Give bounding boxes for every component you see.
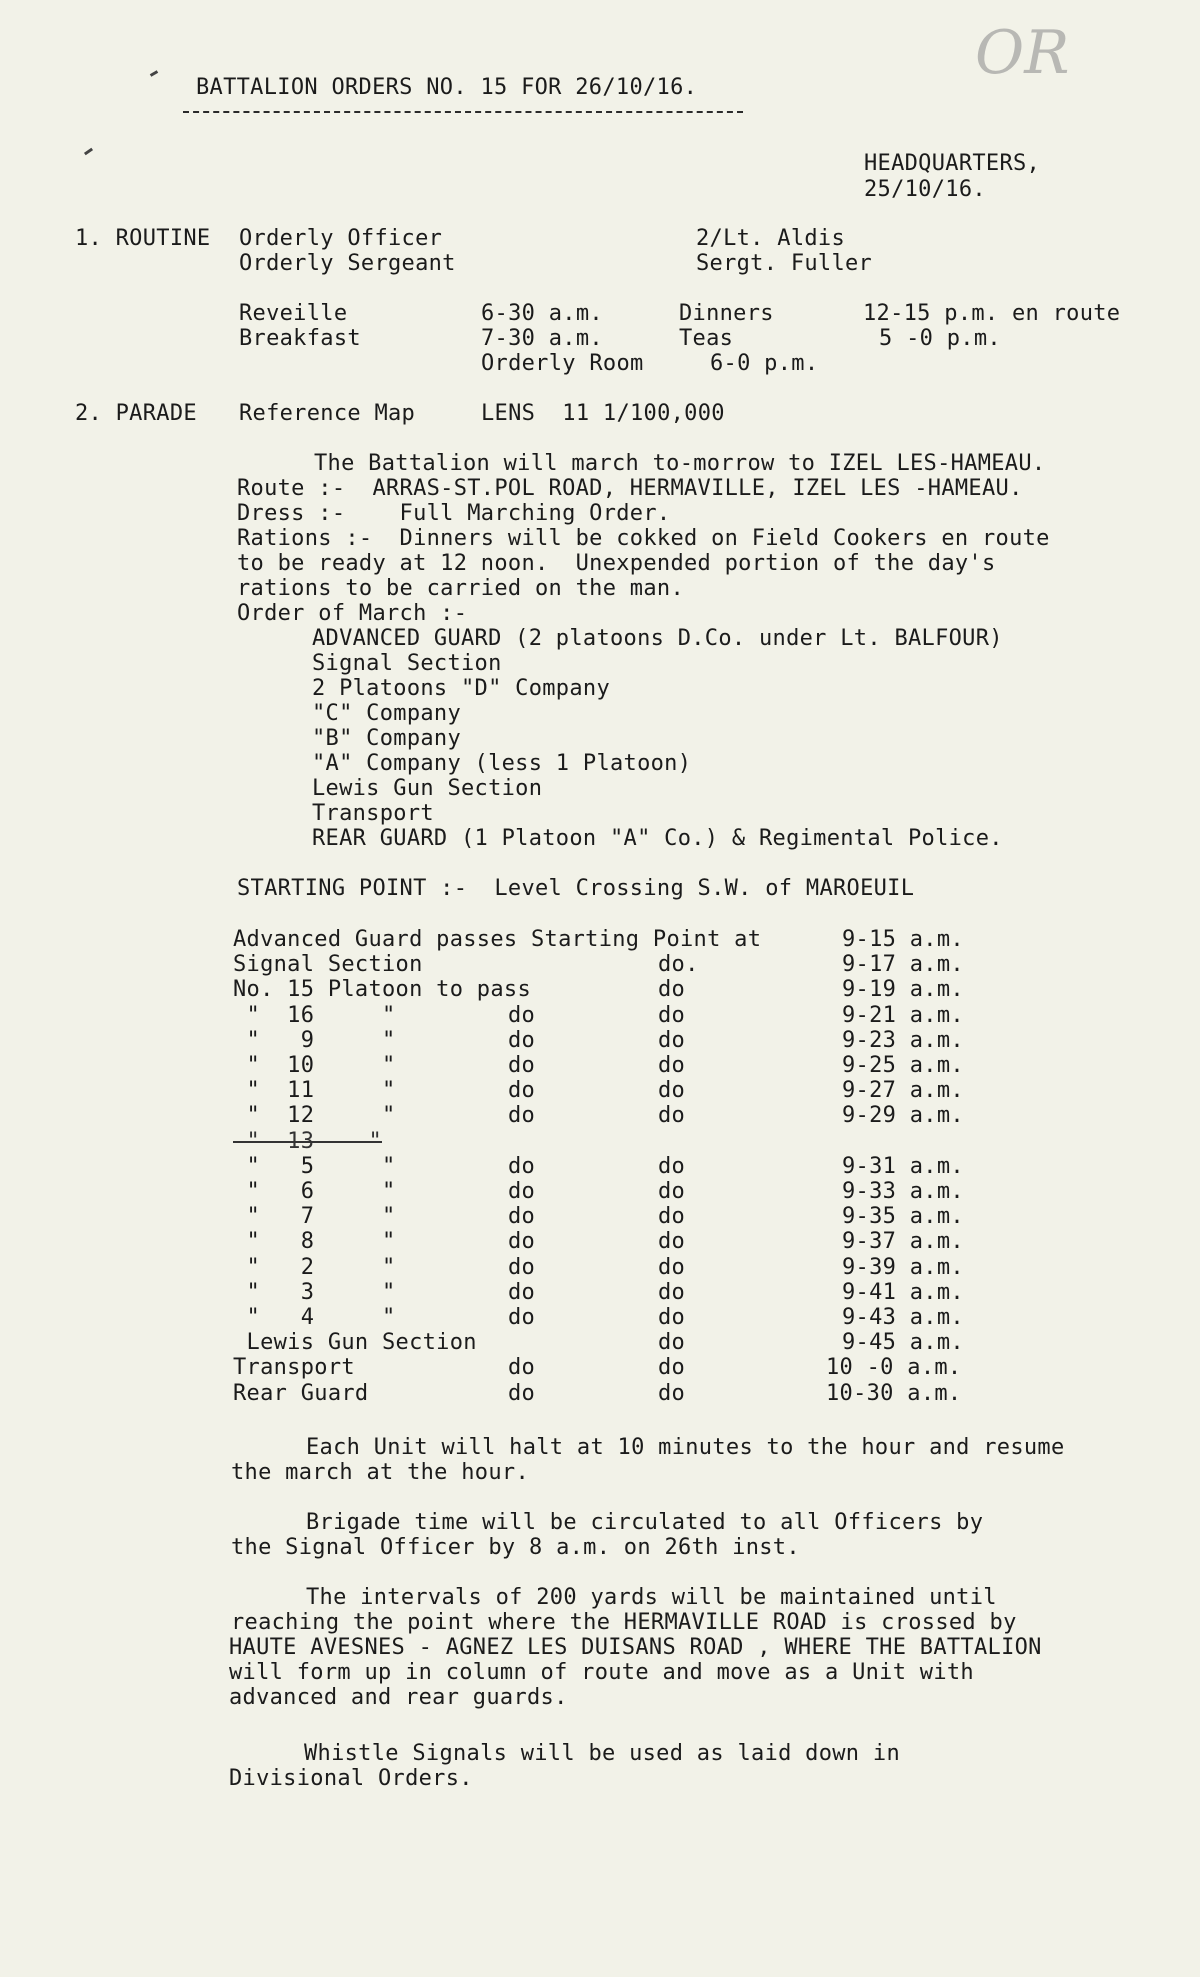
schedule-cell-c3: do xyxy=(658,1154,686,1179)
schedule-cell-c1: " 6 " xyxy=(233,1179,396,1204)
section-routine-heading: 1. ROUTINE xyxy=(75,226,211,251)
schedule-cell-c2: do xyxy=(508,1103,536,1128)
rations-line-3: rations to be carried on the man. xyxy=(237,576,684,601)
schedule-cell-c3: do. xyxy=(658,952,699,977)
orderly-room-label: Orderly Room xyxy=(481,351,644,376)
dinners-time: 12-15 p.m. en route xyxy=(863,301,1121,326)
rations-line-2: to be ready at 12 noon. Unexpended portion of the day's xyxy=(237,551,996,576)
march-item: ADVANCED GUARD (2 platoons D.Co. under Lt. BALFOUR) xyxy=(312,626,1003,651)
schedule-cell-c3: do xyxy=(658,1330,686,1355)
schedule-cell-c2: do xyxy=(508,1280,536,1305)
march-item: "C" Company xyxy=(312,701,461,726)
schedule-cell-c3: do xyxy=(658,1255,686,1280)
intervals-para-line-5: advanced and rear guards. xyxy=(229,1685,568,1710)
intervals-para-line-1: The intervals of 200 yards will be maintained until xyxy=(306,1585,997,1610)
brigade-para-line-1: Brigade time will be circulated to all Officers by xyxy=(306,1510,984,1535)
schedule-cell-c4: 9-19 a.m. xyxy=(842,977,964,1002)
schedule-cell-c4: 9-31 a.m. xyxy=(842,1154,964,1179)
reference-map-value: LENS 11 1/100,000 xyxy=(481,401,725,426)
schedule-cell-c1: " 3 " xyxy=(233,1280,396,1305)
halt-para-line-2: the march at the hour. xyxy=(231,1460,529,1485)
schedule-cell-c3: do xyxy=(658,1381,686,1406)
schedule-cell-c1: Lewis Gun Section xyxy=(233,1330,477,1355)
march-item: REAR GUARD (1 Platoon "A" Co.) & Regimental Police. xyxy=(312,826,1003,851)
reveille-label: Reveille xyxy=(239,301,348,326)
schedule-cell-c1: " 7 " xyxy=(233,1204,396,1229)
march-item: Signal Section xyxy=(312,651,502,676)
dress-line: Dress :- Full Marching Order. xyxy=(237,501,671,526)
whistle-para-line-2: Divisional Orders. xyxy=(229,1766,473,1791)
reveille-time: 6-30 a.m. xyxy=(481,301,603,326)
teas-time: 5 -0 p.m. xyxy=(879,326,1001,351)
schedule-cell-c4: 9-33 a.m. xyxy=(842,1179,964,1204)
schedule-cell-c4: 9-25 a.m. xyxy=(842,1053,964,1078)
schedule-cell-c3: do xyxy=(658,1003,686,1028)
pencil-mark: OR xyxy=(975,18,1070,88)
schedule-cell-c3: do xyxy=(658,1179,686,1204)
schedule-cell-c4: 9-27 a.m. xyxy=(842,1078,964,1103)
schedule-cell-c4: 9-15 a.m. xyxy=(842,927,964,952)
schedule-cell-c1: " 10 " xyxy=(233,1053,396,1078)
schedule-cell-c1: " 4 " xyxy=(233,1305,396,1330)
schedule-cell-c1: Signal Section xyxy=(233,952,423,977)
schedule-cell-c2: do xyxy=(508,1255,536,1280)
schedule-cell-c4: 9-39 a.m. xyxy=(842,1255,964,1280)
schedule-cell-c2: do xyxy=(508,1154,536,1179)
schedule-cell-c1: No. 15 Platoon to pass xyxy=(233,977,531,1002)
orderly-officer-name: 2/Lt. Aldis xyxy=(696,226,845,251)
intervals-para-line-4: will form up in column of route and move as a Unit with xyxy=(229,1660,974,1685)
intervals-para-line-3: HAUTE AVESNES - AGNEZ LES DUISANS ROAD , WHERE THE BATTALION xyxy=(229,1635,1042,1660)
starting-point: STARTING POINT :- Level Crossing S.W. of MAROEUIL xyxy=(237,876,915,901)
orderly-sergeant-name: Sergt. Fuller xyxy=(696,251,873,276)
schedule-cell-c3: do xyxy=(658,1355,686,1380)
schedule-cell-c2: do xyxy=(508,1305,536,1330)
tick-mark xyxy=(84,148,93,156)
schedule-cell-c1: " 2 " xyxy=(233,1255,396,1280)
breakfast-time: 7-30 a.m. xyxy=(481,326,603,351)
schedule-cell-c1: " 16 " xyxy=(233,1003,396,1028)
schedule-cell-c3: do xyxy=(658,977,686,1002)
schedule-cell-c2: do xyxy=(508,1028,536,1053)
schedule-cell-c1: Transport xyxy=(233,1355,355,1380)
march-item: "B" Company xyxy=(312,726,461,751)
intervals-para-line-2: reaching the point where the HERMAVILLE ROAD is crossed by xyxy=(231,1610,1017,1635)
breakfast-label: Breakfast xyxy=(239,326,361,351)
schedule-cell-c4: 9-23 a.m. xyxy=(842,1028,964,1053)
schedule-cell-c3: do xyxy=(658,1078,686,1103)
halt-para-line-1: Each Unit will halt at 10 minutes to the hour and resume xyxy=(306,1435,1065,1460)
schedule-cell-c3: do xyxy=(658,1204,686,1229)
orderly-room-time: 6-0 p.m. xyxy=(710,351,819,376)
whistle-para-line-1: Whistle Signals will be used as laid down in xyxy=(304,1741,900,1766)
orderly-sergeant-label: Orderly Sergeant xyxy=(239,251,456,276)
march-item: "A" Company (less 1 Platoon) xyxy=(312,751,692,776)
schedule-cell-c4: 10 -0 a.m. xyxy=(826,1355,962,1380)
schedule-cell-c3: do xyxy=(658,1280,686,1305)
orderly-officer-label: Orderly Officer xyxy=(239,226,443,251)
order-of-march-heading: Order of March :- xyxy=(237,601,468,626)
schedule-cell-c1: "--13----" xyxy=(233,1129,382,1154)
schedule-cell-c2: do xyxy=(508,1355,536,1380)
schedule-cell-c2: do xyxy=(508,1229,536,1254)
schedule-cell-c1: Rear Guard xyxy=(233,1381,369,1406)
schedule-cell-c2: do xyxy=(508,1078,536,1103)
schedule-cell-c2: do xyxy=(508,1179,536,1204)
route-line: Route :- ARRAS-ST.POL ROAD, HERMAVILLE, IZEL LES -HAMEAU. xyxy=(237,476,1023,501)
schedule-cell-c4: 9-45 a.m. xyxy=(842,1330,964,1355)
headquarters-date: 25/10/16. xyxy=(864,177,986,202)
schedule-cell-c3: do xyxy=(658,1028,686,1053)
title-underline xyxy=(183,111,743,113)
march-item: Transport xyxy=(312,801,434,826)
tick-mark xyxy=(150,70,158,77)
headquarters-label: HEADQUARTERS, xyxy=(864,151,1041,176)
schedule-cell-c3: do xyxy=(658,1053,686,1078)
schedule-cell-c1: Advanced Guard passes Starting Point at xyxy=(233,927,762,952)
section-parade-heading: 2. PARADE xyxy=(75,401,197,426)
schedule-cell-c4: 9-37 a.m. xyxy=(842,1229,964,1254)
schedule-cell-c4: 9-21 a.m. xyxy=(842,1003,964,1028)
schedule-cell-c1: " 11 " xyxy=(233,1078,396,1103)
schedule-cell-c4: 9-43 a.m. xyxy=(842,1305,964,1330)
schedule-cell-c4: 10-30 a.m. xyxy=(826,1381,962,1406)
march-item: 2 Platoons "D" Company xyxy=(312,676,610,701)
schedule-cell-c2: do xyxy=(508,1381,536,1406)
schedule-cell-c2: do xyxy=(508,1053,536,1078)
schedule-cell-c3: do xyxy=(658,1229,686,1254)
dinners-label: Dinners xyxy=(679,301,774,326)
schedule-cell-c3: do xyxy=(658,1305,686,1330)
schedule-cell-c4: 9-41 a.m. xyxy=(842,1280,964,1305)
schedule-cell-c2: do xyxy=(508,1204,536,1229)
march-item: Lewis Gun Section xyxy=(312,776,543,801)
schedule-cell-c1: " 5 " xyxy=(233,1154,396,1179)
schedule-cell-c1: " 8 " xyxy=(233,1229,396,1254)
schedule-cell-c4: 9-17 a.m. xyxy=(842,952,964,977)
reference-map-label: Reference Map xyxy=(239,401,416,426)
rations-line-1: Rations :- Dinners will be cokked on Field Cookers en route xyxy=(237,526,1050,551)
schedule-cell-c4: 9-35 a.m. xyxy=(842,1204,964,1229)
schedule-cell-c2: do xyxy=(508,1003,536,1028)
schedule-cell-c1: " 9 " xyxy=(233,1028,396,1053)
schedule-cell-c3: do xyxy=(658,1103,686,1128)
brigade-para-line-2: the Signal Officer by 8 a.m. on 26th inst. xyxy=(231,1535,800,1560)
march-destination: The Battalion will march to-morrow to IZEL LES-HAMEAU. xyxy=(314,451,1046,476)
document-title: BATTALION ORDERS NO. 15 FOR 26/10/16. xyxy=(196,75,698,100)
schedule-cell-c1: " 12 " xyxy=(233,1103,396,1128)
schedule-cell-c4: 9-29 a.m. xyxy=(842,1103,964,1128)
teas-label: Teas xyxy=(679,326,734,351)
